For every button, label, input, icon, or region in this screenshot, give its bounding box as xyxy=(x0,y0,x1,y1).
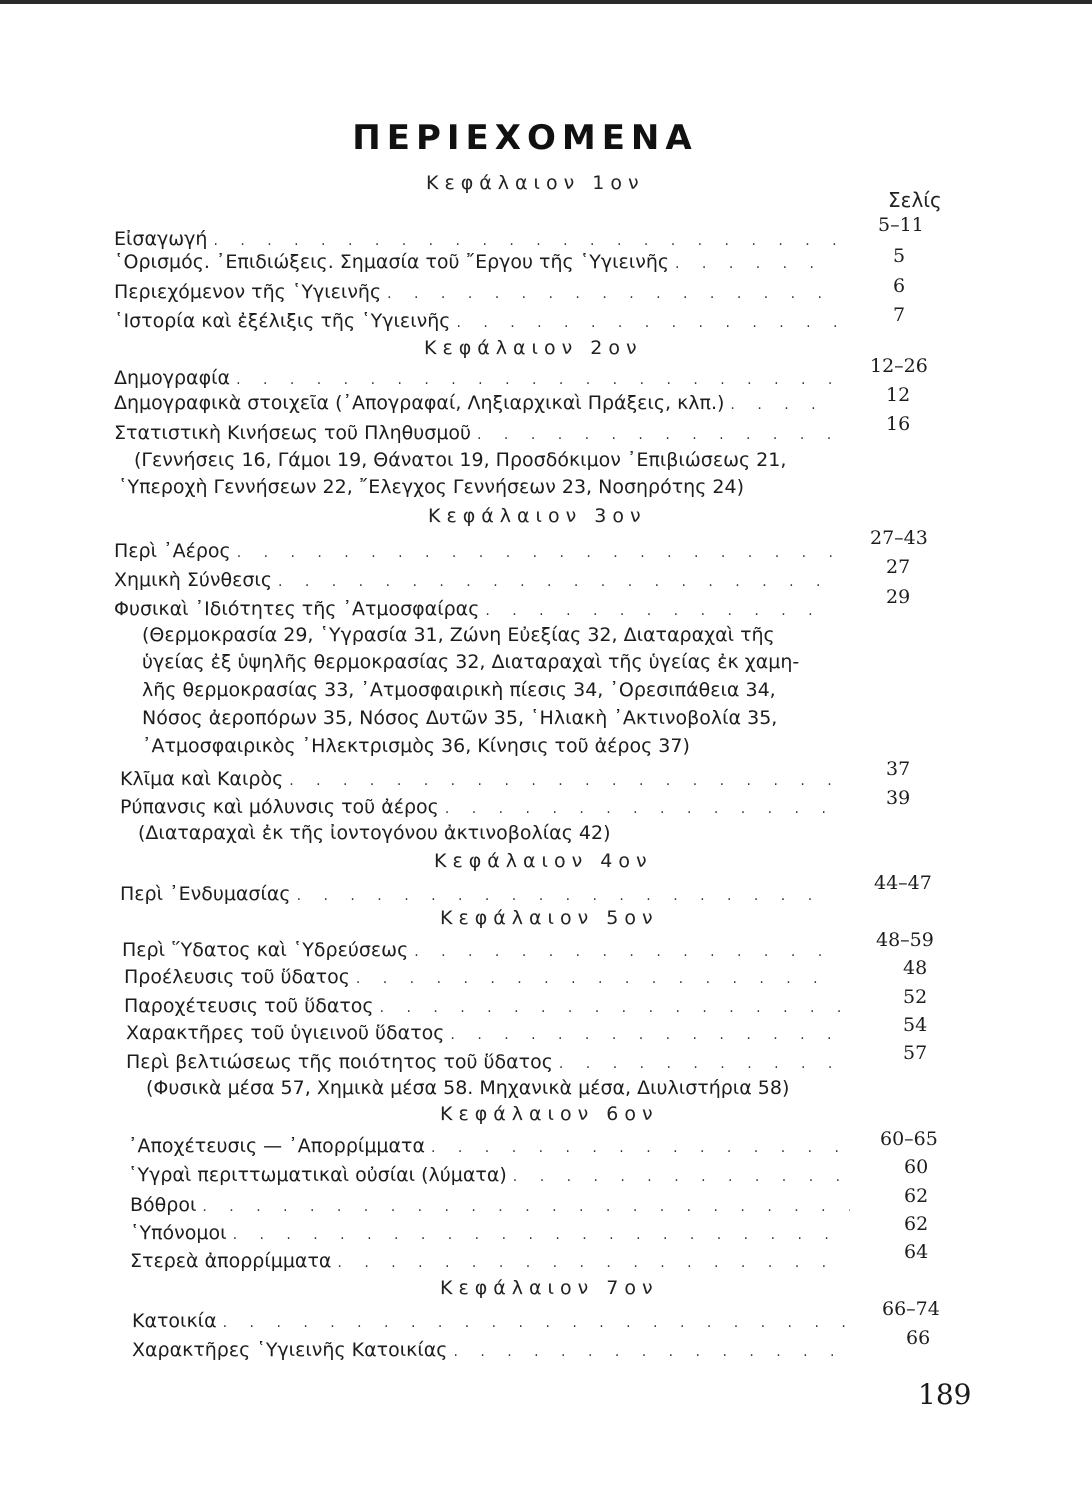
toc-entry-page: 7 xyxy=(893,304,906,326)
toc-entry-page: 66 xyxy=(906,1327,931,1349)
page-title: ΠΕΡΙΕΧΟΜΕΝΑ xyxy=(352,118,698,158)
toc-entry-page: 54 xyxy=(903,1014,928,1036)
toc-entry-page: 37 xyxy=(886,758,911,780)
toc-subnote: (Γεννήσεις 16, Γάμοι 19, Θάνατοι 19, Προσδόκιμον ᾿Επιβιώσεως 21, xyxy=(134,449,787,471)
toc-subnote: (Φυσικὰ μέσα 57, Χημικὰ μέσα 58. Μηχανικὰ μέσα, Διυλιστήρια 58) xyxy=(146,1077,790,1099)
toc-entry[interactable] xyxy=(126,1022,840,1048)
leader-dots xyxy=(289,773,836,789)
toc-entry[interactable] xyxy=(114,569,836,595)
toc-entry[interactable] xyxy=(120,768,836,794)
toc-entry[interactable] xyxy=(120,883,836,909)
toc-entry-label: Φυσικαὶ ᾿Ιδιότητες τῆς ᾿Ατμοσφαίρας xyxy=(114,598,480,620)
chapter-heading: Κεφάλαιον 6ον xyxy=(440,1103,659,1125)
leader-dots xyxy=(675,256,836,272)
leader-dots xyxy=(414,944,840,960)
leader-dots xyxy=(387,286,836,302)
toc-entry[interactable] xyxy=(126,1051,852,1077)
toc-entry-label: Χαρακτῆρες τοῦ ὑγιεινοῦ ὕδατος xyxy=(126,1022,445,1044)
toc-subnote: (Θερμοκρασία 29, ῾Υγρασία 31, Ζώνη Εὐεξίας 32, Διαταραχαὶ τῆς xyxy=(142,624,775,646)
toc-entry[interactable] xyxy=(128,1135,848,1161)
toc-entry-label: ῾Υγραὶ περιττωματικαὶ οὐσίαι (λύματα) xyxy=(128,1164,507,1186)
leader-dots xyxy=(431,1140,848,1156)
toc-entry-label: Περὶ ᾿Αέρος xyxy=(114,540,231,562)
leader-dots xyxy=(236,372,836,388)
toc-entry[interactable] xyxy=(114,422,836,448)
toc-entry-label: Περὶ ᾿Ενδυμασίας xyxy=(120,883,291,905)
toc-entry-page: 48 xyxy=(903,957,928,979)
toc-entry[interactable] xyxy=(128,1164,848,1190)
leader-dots xyxy=(456,315,836,331)
leader-dots xyxy=(213,233,836,249)
leader-dots xyxy=(337,1255,850,1271)
toc-entry[interactable] xyxy=(132,1310,852,1336)
toc-entry-label: Προέλευσις τοῦ ὕδατος xyxy=(124,966,350,988)
toc-entry-label: ᾿Αποχέτευσις — ᾿Απορρίμματα xyxy=(128,1135,425,1157)
toc-entry-page: 5–11 xyxy=(878,214,924,236)
toc-entry-label: Περιεχόμενον τῆς ῾Υγιεινῆς xyxy=(114,281,382,303)
toc-entry-page: 57 xyxy=(903,1042,928,1064)
leader-dots xyxy=(278,574,836,590)
toc-subnote: ῾Υπεροχὴ Γεννήσεων 22, ῎Ελεγχος Γεννήσεων 23, Νοσηρότης 24) xyxy=(118,476,744,498)
toc-entry-label: Δημογραφικὰ στοιχεῖα (᾿Απογραφαί, Ληξιαρχικαὶ Πράξεις, κλπ.) xyxy=(114,392,725,414)
leader-dots xyxy=(202,1199,850,1215)
toc-entry-page: 52 xyxy=(903,986,928,1008)
leader-dots xyxy=(485,603,836,619)
toc-entry-label: Παροχέτευσις τοῦ ὕδατος xyxy=(124,995,374,1017)
leader-dots xyxy=(513,1169,848,1185)
toc-entry[interactable] xyxy=(132,1339,852,1365)
toc-entry-page: 27 xyxy=(886,556,911,578)
page-column-label: Σελίς xyxy=(888,188,942,212)
toc-entry[interactable] xyxy=(130,1194,850,1220)
toc-subnote: Νόσος ἀεροπόρων 35, Νόσος Δυτῶν 35, ῾Ηλιακὴ ᾿Ακτινοβολία 35, xyxy=(142,707,778,729)
toc-entry[interactable] xyxy=(122,939,840,965)
toc-entry[interactable] xyxy=(120,796,836,822)
toc-entry-label: Βόθροι xyxy=(130,1194,197,1216)
toc-entry[interactable] xyxy=(130,1250,850,1276)
page-number: 189 xyxy=(918,1378,972,1411)
toc-entry-page: 60 xyxy=(904,1156,929,1178)
toc-entry-label: Κατοικία xyxy=(132,1310,217,1332)
chapter-heading: Κεφάλαιον 2ον xyxy=(424,337,643,359)
toc-subnote: ὑγείας ἐξ ὑψηλῆς θερμοκρασίας 32, Διαταραχαὶ τῆς ὑγείας ἐκ χαμη- xyxy=(142,651,800,673)
toc-entry[interactable] xyxy=(114,367,836,393)
chapter-heading: Κεφάλαιον 4ον xyxy=(434,850,653,872)
leader-dots xyxy=(559,1056,852,1072)
toc-entry-page: 62 xyxy=(904,1213,929,1235)
leader-dots xyxy=(453,1344,852,1360)
leader-dots xyxy=(237,545,836,561)
toc-entry-label: Περὶ ῞Υδατος καὶ ῾Υδρεύσεως xyxy=(122,939,409,961)
toc-subnote: ᾿Ατμοσφαιρικὸς ᾿Ηλεκτρισμὸς 36, Κίνησις τοῦ ἀέρος 37) xyxy=(142,735,690,757)
toc-entry-label: Χημικὴ Σύνθεσις xyxy=(114,569,272,591)
toc-entry-page: 12 xyxy=(886,384,911,406)
leader-dots xyxy=(477,427,836,443)
chapter-heading: Κεφάλαιον 7ον xyxy=(440,1277,659,1299)
leader-dots xyxy=(730,397,836,413)
toc-entry-page: 66–74 xyxy=(882,1298,940,1320)
chapter-heading: Κεφάλαιον 3ον xyxy=(428,505,647,527)
toc-entry-page: 27–43 xyxy=(870,527,928,549)
toc-entry-page: 48–59 xyxy=(876,929,934,951)
toc-entry[interactable] xyxy=(114,310,836,336)
chapter-heading: Κεφάλαιον 1ον xyxy=(426,172,645,194)
toc-entry[interactable] xyxy=(124,966,840,992)
toc-entry-page: 5 xyxy=(893,245,906,267)
toc-entry-label: Κλῖμα καὶ Καιρὸς xyxy=(120,768,284,790)
toc-entry-label: Στερεὰ ἀπορρίμματα xyxy=(130,1250,332,1272)
leader-dots xyxy=(380,1000,840,1016)
leader-dots xyxy=(445,801,836,817)
toc-subnote: λῆς θερμοκρασίας 33, ᾿Ατμοσφαιρικὴ πίεσις 34, ᾿Ορεσιπάθεια 34, xyxy=(142,679,776,701)
toc-entry[interactable] xyxy=(130,1222,850,1248)
toc-entry-page: 29 xyxy=(886,586,911,608)
toc-entry[interactable] xyxy=(114,540,836,566)
leader-dots xyxy=(450,1027,840,1043)
toc-entry-page: 39 xyxy=(886,787,911,809)
toc-entry-label: ῾Ορισμός. ᾿Επιδιώξεις. Σημασία τοῦ ῎Εργου τῆς ῾Υγιεινῆς xyxy=(114,251,670,273)
toc-entry-label: ῾Ιστορία καὶ ἐξέλιξις τῆς ῾Υγιεινῆς xyxy=(114,310,451,332)
toc-entry[interactable] xyxy=(124,995,840,1021)
toc-entry-label: Εἰσαγωγή xyxy=(114,228,208,250)
toc-entry-page: 60–65 xyxy=(880,1128,938,1150)
toc-entry-label: ῾Υπόνομοι xyxy=(130,1222,227,1244)
leader-dots xyxy=(223,1315,852,1331)
toc-subnote: (Διαταραχαὶ ἐκ τῆς ἰοντογόνου ἀκτινοβολίας 42) xyxy=(138,822,611,844)
toc-entry[interactable] xyxy=(114,598,836,624)
toc-entry-page: 12–26 xyxy=(870,355,928,377)
chapter-heading: Κεφάλαιον 5ον xyxy=(440,907,659,929)
toc-entry-page: 6 xyxy=(893,275,906,297)
toc-entry-page: 64 xyxy=(904,1241,929,1263)
toc-entry-label: Χαρακτῆρες ῾Υγιεινῆς Κατοικίας xyxy=(132,1339,448,1361)
toc-entry-page: 62 xyxy=(904,1185,929,1207)
toc-entry-page: 44–47 xyxy=(874,872,932,894)
toc-entry[interactable] xyxy=(114,281,836,307)
leader-dots xyxy=(356,971,840,987)
toc-entry-page: 16 xyxy=(886,413,911,435)
toc-entry[interactable] xyxy=(114,392,836,418)
toc-entry-label: Ρύπανσις καὶ μόλυνσις τοῦ ἀέρος xyxy=(120,796,439,818)
toc-entry-label: Περὶ βελτιώσεως τῆς ποιότητος τοῦ ὕδατος xyxy=(126,1051,553,1073)
toc-entry-label: Στατιστικὴ Κινήσεως τοῦ Πληθυσμοῦ xyxy=(114,422,472,444)
toc-entry[interactable] xyxy=(114,251,836,277)
leader-dots xyxy=(297,888,836,904)
toc-entry-label: Δημογραφία xyxy=(114,367,231,389)
leader-dots xyxy=(233,1227,850,1243)
